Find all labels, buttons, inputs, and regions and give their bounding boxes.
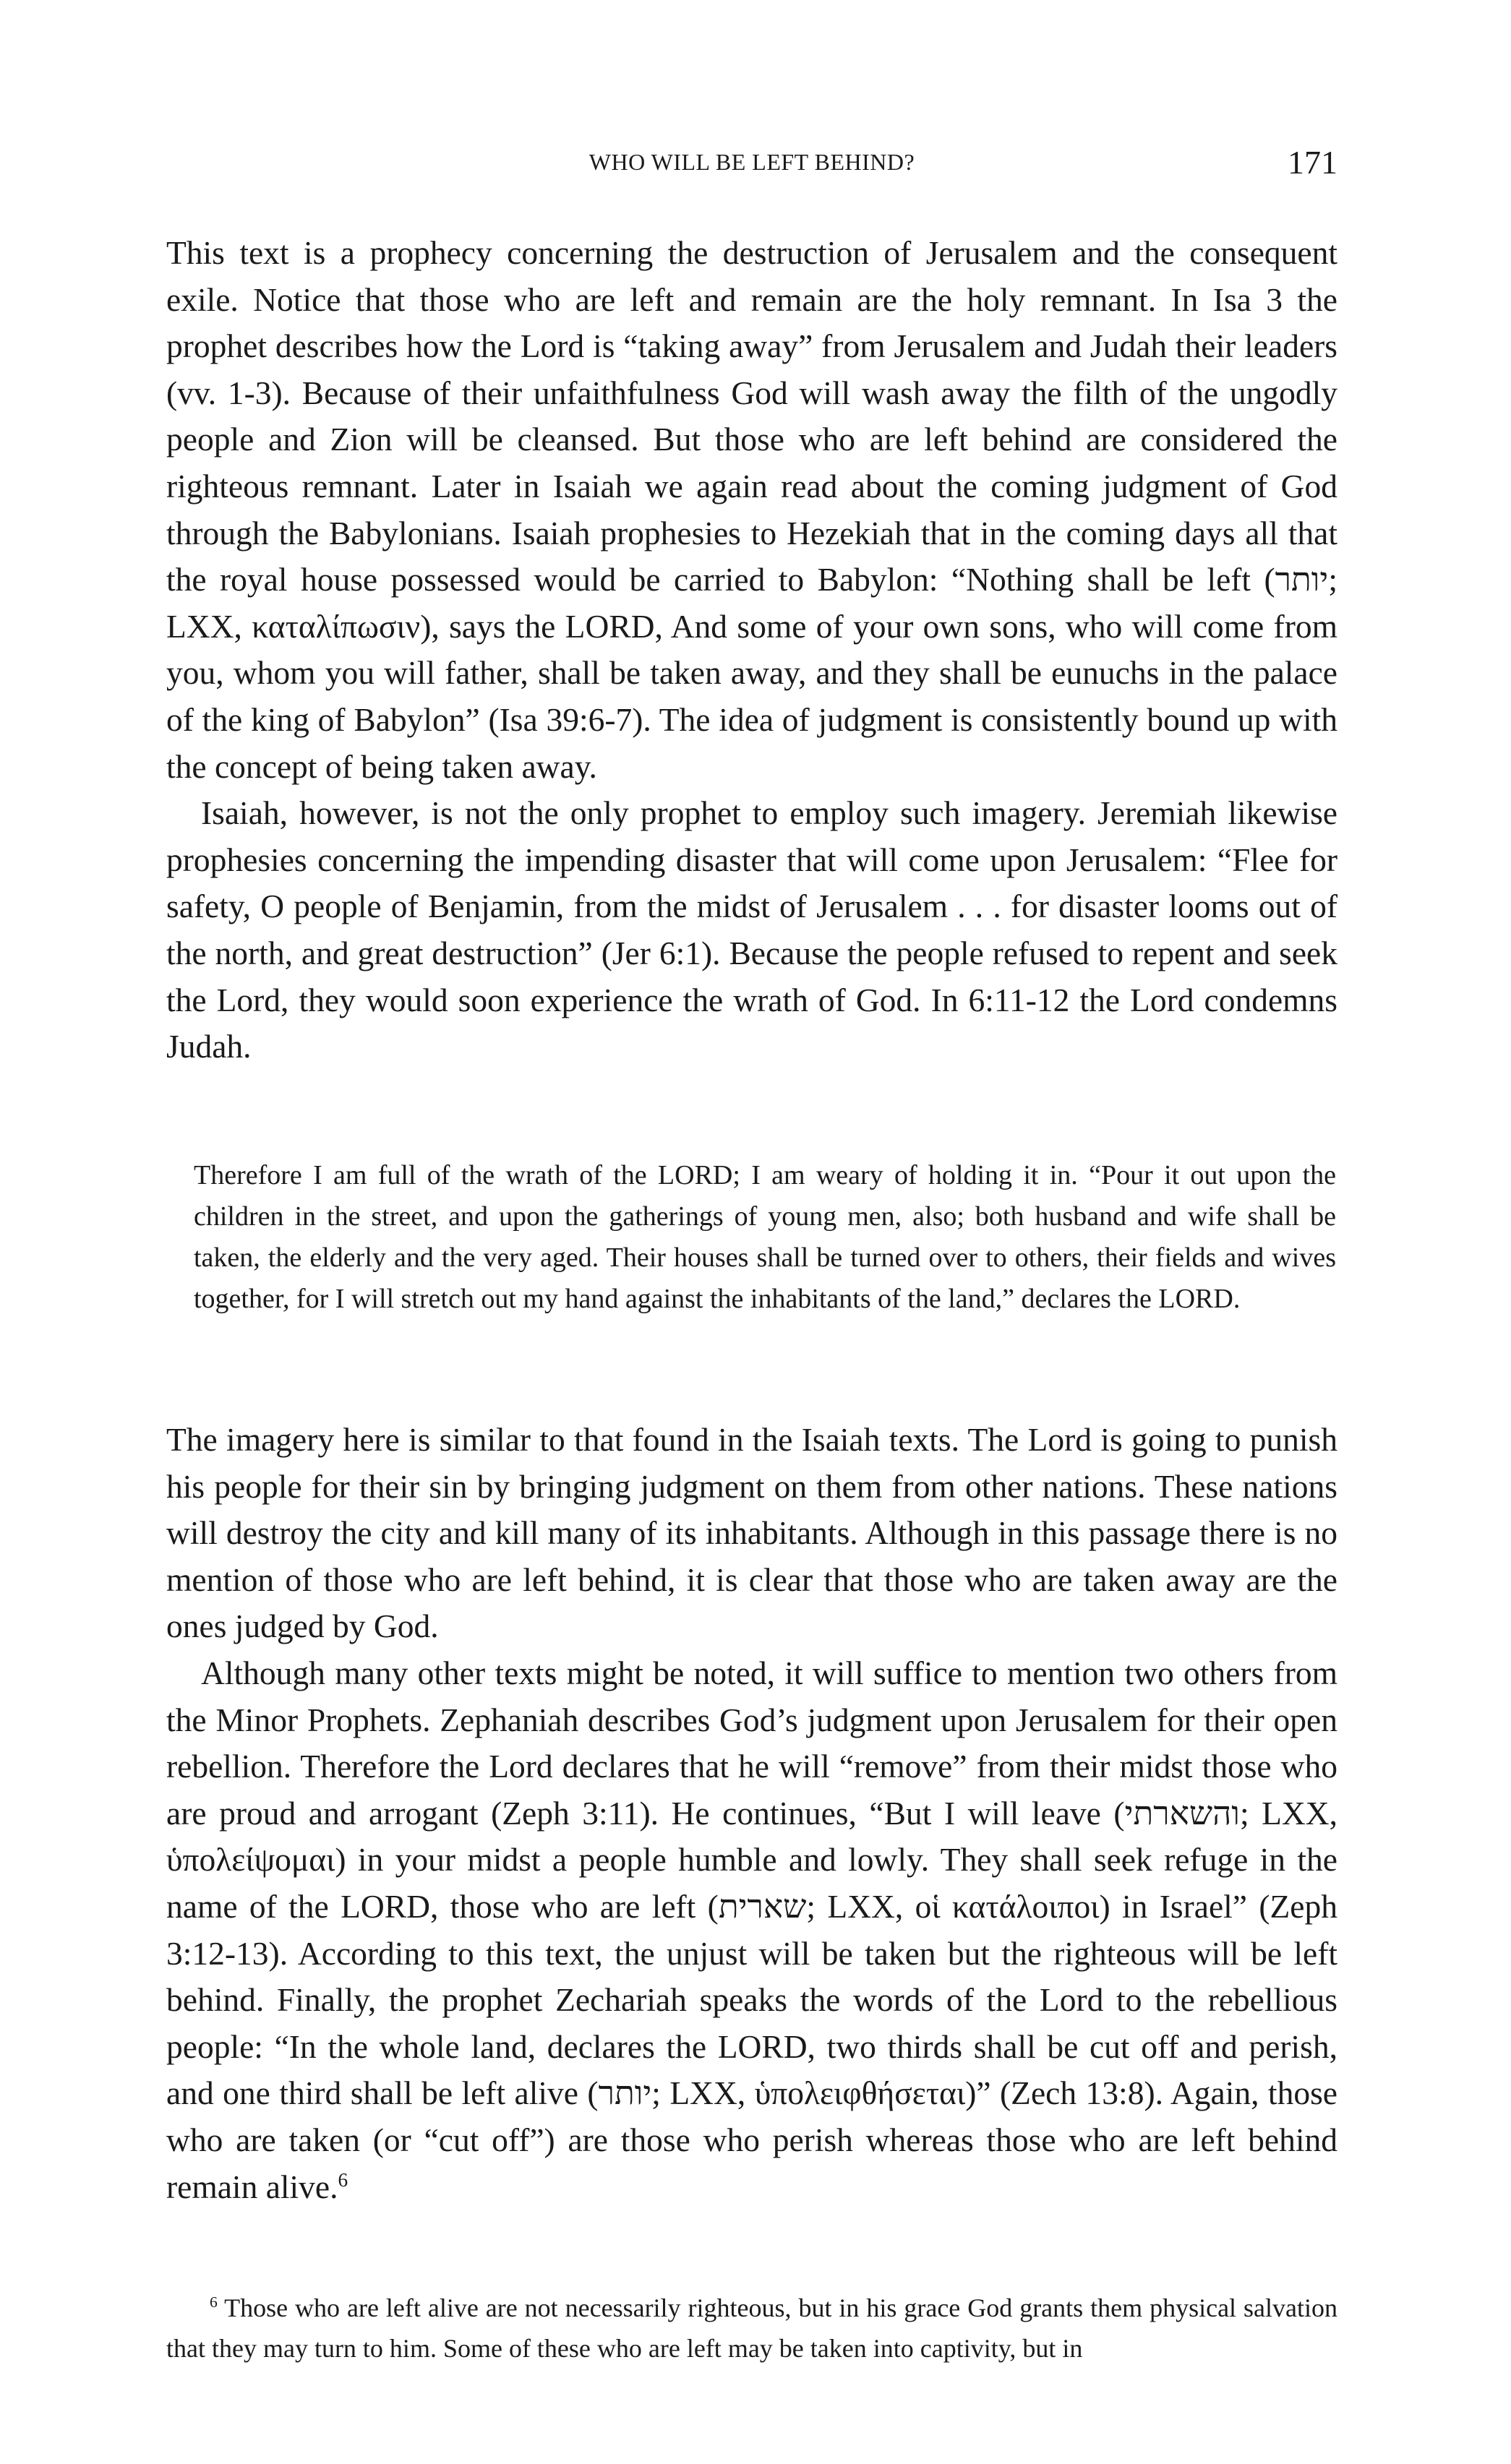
- paragraph: Isaiah, however, is not the only prophet to employ such imagery. Jeremiah likewise prophesies concerning the impending disaster that will come upon Jerusalem: “Flee for safety, O people of Benjamin, from the midst of Jerusalem . . . for disaster looms out of the north, and great destruction” (Jer 6:1). Because the people refused to repent and seek the Lord, they would soon experience the wrath of God. In 6:11-12 the Lord condemns Judah.: [166, 794, 1337, 1065]
- footnote-number: 6: [210, 2293, 218, 2311]
- running-title: WHO WILL BE LEFT BEHIND?: [588, 149, 915, 175]
- paragraph: The imagery here is similar to that found in the Isaiah texts. The Lord is going to punish his people for their sin by bringing judgment on them from other nations. These nations will destroy the city and kill many of its inhabitants. Although in this passage there is no mention of those who are left behind, it is clear that those who are taken away are the ones judged by God.: [166, 1421, 1337, 1645]
- page-number: 171: [1288, 144, 1337, 181]
- main-text-bottom: [166, 1417, 1337, 2210]
- footnote-reference: 6: [338, 2168, 348, 2191]
- footnote-text: Those who are left alive are not necessarily righteous, but in his grace God grants them physical salvation that they may turn to him. Some of these who are left may be taken into captivity, but in: [166, 2293, 1337, 2363]
- paragraph: [166, 1650, 1337, 2210]
- block-quote-text: Therefore I am full of the wrath of the LORD; I am weary of holding it in. “Pour it out upon the children in the street, and upon the gatherings of young men, also; both husband and wife shall be taken, the elderly and the very aged. Their houses shall be turned over to others, their fields and wives together, for I will stretch out my hand against the inhabitants of the land,” declares the LORD.: [194, 1160, 1336, 1314]
- footnote: [166, 2288, 1337, 2369]
- main-text-top: [166, 230, 1337, 1070]
- paragraph: This text is a prophecy concerning the destruction of Jerusalem and the consequent exile. Notice that those who are left and remain are the holy remnant. In Isa 3 the prophet describes how the Lord is “taking away” from Jerusalem and Judah their leaders (vv. 1-3). Because of their unfaithfulness God will wash away the filth of the ungodly people and Zion will be cleansed. But those who are left behind are considered the righteous remnant. Later in Isaiah we again read about the coming judgment of God through the Babylonians. Isaiah prophesies to Hezekiah that in the coming days all that the royal house possessed would be carried to Babylon: “Nothing shall be left (יותר; LXX, καταλίπωσιν), says the LORD, And some of your own sons, who will come from you, whom you will father, shall be taken away, and they shall be eunuchs in the palace of the king of Babylon” (Isa 39:6-7). The idea of judgment is consistently bound up with the concept of being taken away.: [166, 234, 1337, 785]
- paragraph-text: Although many other texts might be noted, it will suffice to mention two others from the Minor Prophets. Zephaniah describes God’s judgment upon Jerusalem for their open rebellion. Therefore the Lord declares that he will “remove” from their midst those who are proud and arrogant (Zeph 3:11). He continues, “But I will leave (והשארתי; LXX, ὑπολείψομαι) in your midst a people humble and lowly. They shall seek refuge in the name of the LORD, those who are left (שארית; LXX, οἱ κατάλοιποι) in Israel” (Zeph 3:12-13). According to this text, the unjust will be taken but the righteous will be left behind. Finally, the prophet Zechariah speaks the words of the Lord to the rebellious people: “In the whole land, declares the LORD, two thirds shall be cut off and perish, and one third shall be left alive (יותר; LXX, ὑπολειφθήσεται)” (Zech 13:8). Again, those who are taken (or “cut off”) are those who perish whereas those who are left behind remain alive.: [166, 1654, 1337, 2205]
- page-header: [166, 143, 1337, 194]
- block-quote: [194, 1155, 1336, 1320]
